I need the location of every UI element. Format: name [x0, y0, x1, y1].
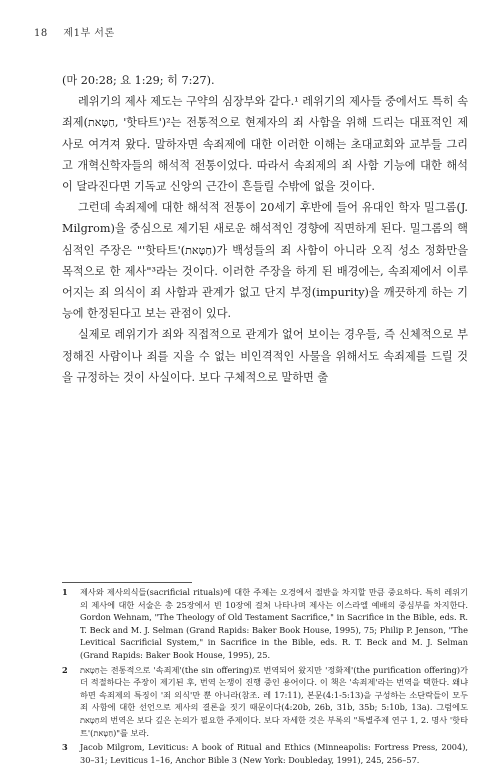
- body-paragraph: 레위기의 제사 제도는 구약의 심장부와 같다.¹ 레위기의 제사들 중에서도 특히 속죄제(חַטָּאת, '핫타트')²는 전통적으로 현제자의 죄 사함을 위해 드리는 대표적인 제사로 여겨져 왔다. 말하자면 속죄제에 대한 이러한 이해는 초대교회와 교부들 그리고 개혁신학자들의 해석적 전통이었다. 따라서 속죄제의 죄 사함 기능에 대한 해석이 달라진다면 기독교 신앙의 근간이 흔들릴 수밖에 없을 것이다.: [62, 95, 468, 194]
- running-title: 제1부 서론: [63, 28, 115, 39]
- body-text: [62, 70, 468, 388]
- body-paragraph: 그런데 속죄제에 대한 해석적 전통이 20세기 후반에 들어 유대인 학자 밀그롬(J. Milgrom)을 중심으로 제기된 새로운 해석적인 경향에 직면하게 된다. 밀그롬의 핵심적인 주장은 "'핫타트'(חַטָּאת)가 백성들의 죄 사함이 아니라 오직 성소 정화만을 목적으로 한 제사"³라는 것이다. 이러한 주장을 하게 된 배경에는, 속죄제에서 이루어지는 죄 의식이 죄 사함과 관계가 없고 단지 부정(impurity)을 깨끗하게 하는 기능에 한정된다고 보는 관점이 있다.: [62, 201, 468, 321]
- footnote-text: Jacob Milgrom, Leviticus: A book of Ritual and Ethics (Minneapolis: Fortress Press, 2004), 30–31; Leviticus 1–16, Anchor Bible 3 (New York: Doubleday, 1991), 245, 256–57.: [80, 742, 468, 765]
- footnotes: [62, 584, 468, 766]
- footnote: [62, 664, 468, 740]
- footnote-text: חַטָּאת는 전통적으로 '속죄제'(the sin offering)로 번역되어 왔지만 '정화제'(the purification offering)가 더 적절하다는 주장이 제기된 후, 번역 논쟁이 진행 중인 용어이다. 이 책은 '속죄제'라는 번역을 택한다. 왜냐하면 속죄제의 특징이 '죄 의식'만 뿐 아니라(참조. 레 17:11), 본문(4:1-5:13)을 구성하는 소단락들이 모두 죄 사함에 대한 선언으로 제사의 결론을 짓기 때문이다(4:20b, 26b, 31b, 35b; 5:10b, 13a). 그럼에도 חַטָּאת의 번역은 보다 깊은 논의가 필요한 주제이다. 보다 자세한 것은 부록의 "특별주제 연구 1, 2. 명사 '핫타트'(חַטָּאת)"를 보라.: [80, 664, 468, 738]
- page-number: 18: [34, 28, 48, 39]
- footnote-number: 1: [62, 587, 68, 597]
- footnote-number: 2: [62, 664, 68, 675]
- body-paragraph: 실제로 레위기가 죄와 직접적으로 관계가 없어 보이는 경우들, 즉 신체적으로 부정해진 사람이나 죄를 지을 수 없는 비인격적인 사물을 위해서도 속죄제를 드릴 것을 규정하는 것이 사실이다. 보다 구체적으로 말하면 출: [62, 328, 468, 384]
- footnote-divider: [62, 582, 192, 583]
- running-header: [34, 24, 127, 39]
- footnote-text: 제사와 제사의식들(sacrificial rituals)에 대한 주제는 오경에서 절반을 차지할 만큼 중요하다. 특히 레위기의 제사에 대한 서술은 총 25장에서 빈 10장에 걸쳐 나타나며 제사는 이스라엘 예배의 중심부를 차지한다. Gordon Wehnam, "The Theology of Old Testament Sacrifice," in Sacrifice in the Bible, eds. R. T. Beck and M. J. Selman (Grand Rapids: Baker Book House, 1995), 75; Philip P. Jenson, "The Levitical Sacrificial System," in Sacrifice in the Bible, eds. R. T. Beck and M. J. Selman (Grand Rapids: Baker Book House, 1995), 25.: [80, 587, 468, 660]
- footnote: [62, 741, 468, 766]
- footnote-number: 3: [62, 742, 68, 753]
- body-paragraph: (마 20:28; 요 1:29; 히 7:27).: [62, 74, 215, 87]
- footnote: [62, 586, 468, 662]
